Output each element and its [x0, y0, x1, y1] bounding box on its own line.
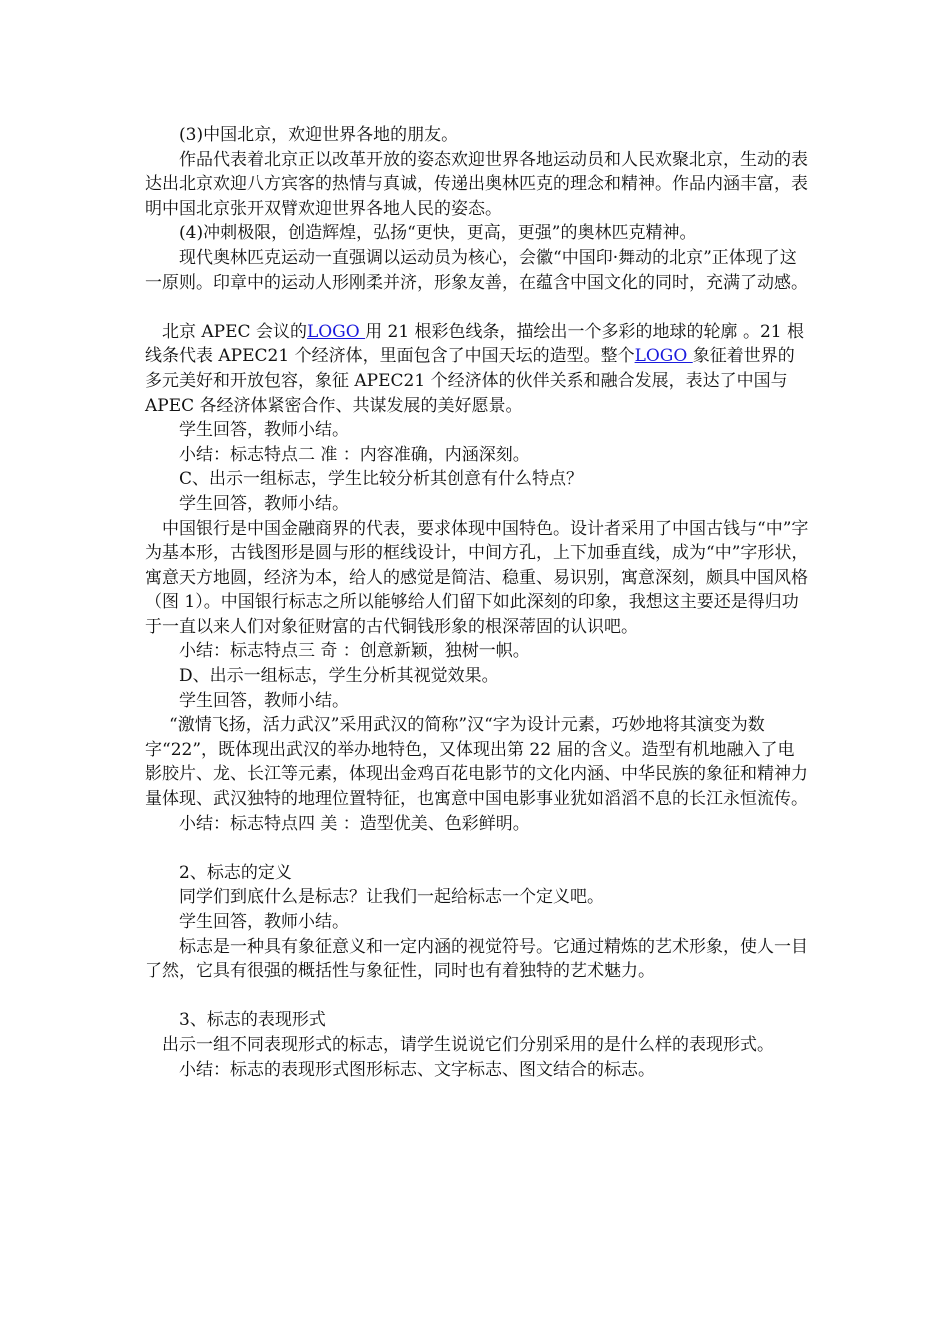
paragraph-olympic-spirit-heading: (4)冲刺极限，创造辉煌，弘扬“更快，更高，更强”的奥林匹克精神。	[179, 223, 697, 244]
blank-line	[145, 295, 811, 320]
paragraph-beijing-welcome-body: 作品代表着北京正以改革开放的姿态欢迎世界各地运动员和人民欢聚北京，生动的表达出北京欢迎八方宾客的热情与真诚，传递出奥林匹克的理念和精神。作品内涵丰富，表明中国北京张开双臂欢迎世界各地人民的姿态。	[145, 149, 808, 219]
section-heading-forms: 3、标志的表现形式	[179, 1010, 326, 1031]
paragraph-student-answer: 学生回答，教师小结。	[179, 420, 349, 441]
logo-link[interactable]: LOGO	[634, 346, 693, 367]
apec-text-3: 象征着世界的多元美好和开放包容，象征 APEC21 个经济体的伙伴关系和融合发展，表达了中国与 APEC 各经济体紧密合作、共谋发展的美好愿景。	[145, 346, 795, 416]
document-body	[145, 123, 811, 1082]
paragraph-show-logos-c: C、出示一组标志，学生比较分析其创意有什么特点？	[179, 469, 584, 490]
paragraph-apec-logo	[145, 320, 811, 418]
paragraph-summary-four: 小结：标志特点四 美 ：造型优美、色彩鲜明。	[179, 813, 530, 834]
apec-text-1: 北京 APEC 会议的	[162, 321, 307, 342]
paragraph-summary-two: 小结：标志特点二 准 ：内容准确，内涵深刻。	[179, 444, 530, 465]
paragraph-student-answer: 学生回答，教师小结。	[179, 690, 349, 711]
logo-link[interactable]: LOGO	[306, 321, 366, 342]
blank-line	[145, 836, 811, 861]
paragraph-forms-summary: 小结：标志的表现形式图形标志、文字标志、图文结合的标志。	[179, 1059, 655, 1080]
paragraph-student-answer: 学生回答，教师小结。	[179, 912, 349, 932]
paragraph-bank-of-china: 中国银行是中国金融商界的代表，要求体现中国特色。设计者采用了中国古钱与“中”字为基本形，古钱图形是圆与形的框线设计，中间方孔，上下加垂直线，成为“中”字形状，寓意天方地圆，经济为本，给人的感觉是简洁、稳重、易识别，寓意深刻，颇具中国风格（图 1）。中国银行标志之所以能够给人们留下如此深刻的印象，我想这主要还是得归功于一直以来人们对象征财富的古代铜钱形象的根深蒂固的认识吧。	[145, 518, 809, 637]
paragraph-definition-body: 标志是一种具有象征意义和一定内涵的视觉符号。它通过精炼的艺术形象，使人一目了然，它具有很强的概括性与象征性，同时也有着独特的艺术魅力。	[145, 936, 808, 982]
section-heading-definition: 2、标志的定义	[179, 862, 292, 883]
paragraph-definition-question: 同学们到底什么是标志？让我们一起给标志一个定义吧。	[179, 887, 604, 908]
paragraph-beijing-welcome-heading: (3)中国北京，欢迎世界各地的朋友。	[179, 125, 459, 145]
paragraph-forms-task: 出示一组不同表现形式的标志，请学生说说它们分别采用的是什么样的表现形式。	[162, 1034, 774, 1055]
paragraph-olympic-spirit-body: 现代奥林匹克运动一直强调以运动员为核心，会徽“中国印·舞动的北京”正体现了这一原则。印章中的运动人形刚柔并济，形象友善，在蕴含中国文化的同时，充满了动感。	[145, 247, 808, 293]
paragraph-summary-three: 小结：标志特点三 奇 ：创意新颖，独树一帜。	[179, 641, 530, 662]
paragraph-student-answer: 学生回答，教师小结。	[179, 493, 349, 514]
paragraph-wuhan-logo: “激情飞扬，活力武汉”采用武汉的简称”汉“字为设计元素，巧妙地将其演变为数字“22”，既体现出武汉的举办地特色，又体现出第 22 届的含义。造型有机地融入了电影胶片、龙、长江等元素，体现出金鸡百花电影节的文化内涵、中华民族的象征和精神力量体现、武汉独特的地理位置特征，也寓意中国电影事业犹如滔滔不息的长江永恒流传。	[145, 715, 808, 810]
blank-line	[145, 984, 811, 1009]
paragraph-show-logos-d: D、出示一组标志，学生分析其视觉效果。	[179, 666, 499, 687]
apec-text-2: 用 21 根彩色线条，描绘出一个多彩的地球的轮廓 。21 根线条代表 APEC21 个经济体，里面包含了中国天坛的造型。整个	[145, 321, 804, 367]
